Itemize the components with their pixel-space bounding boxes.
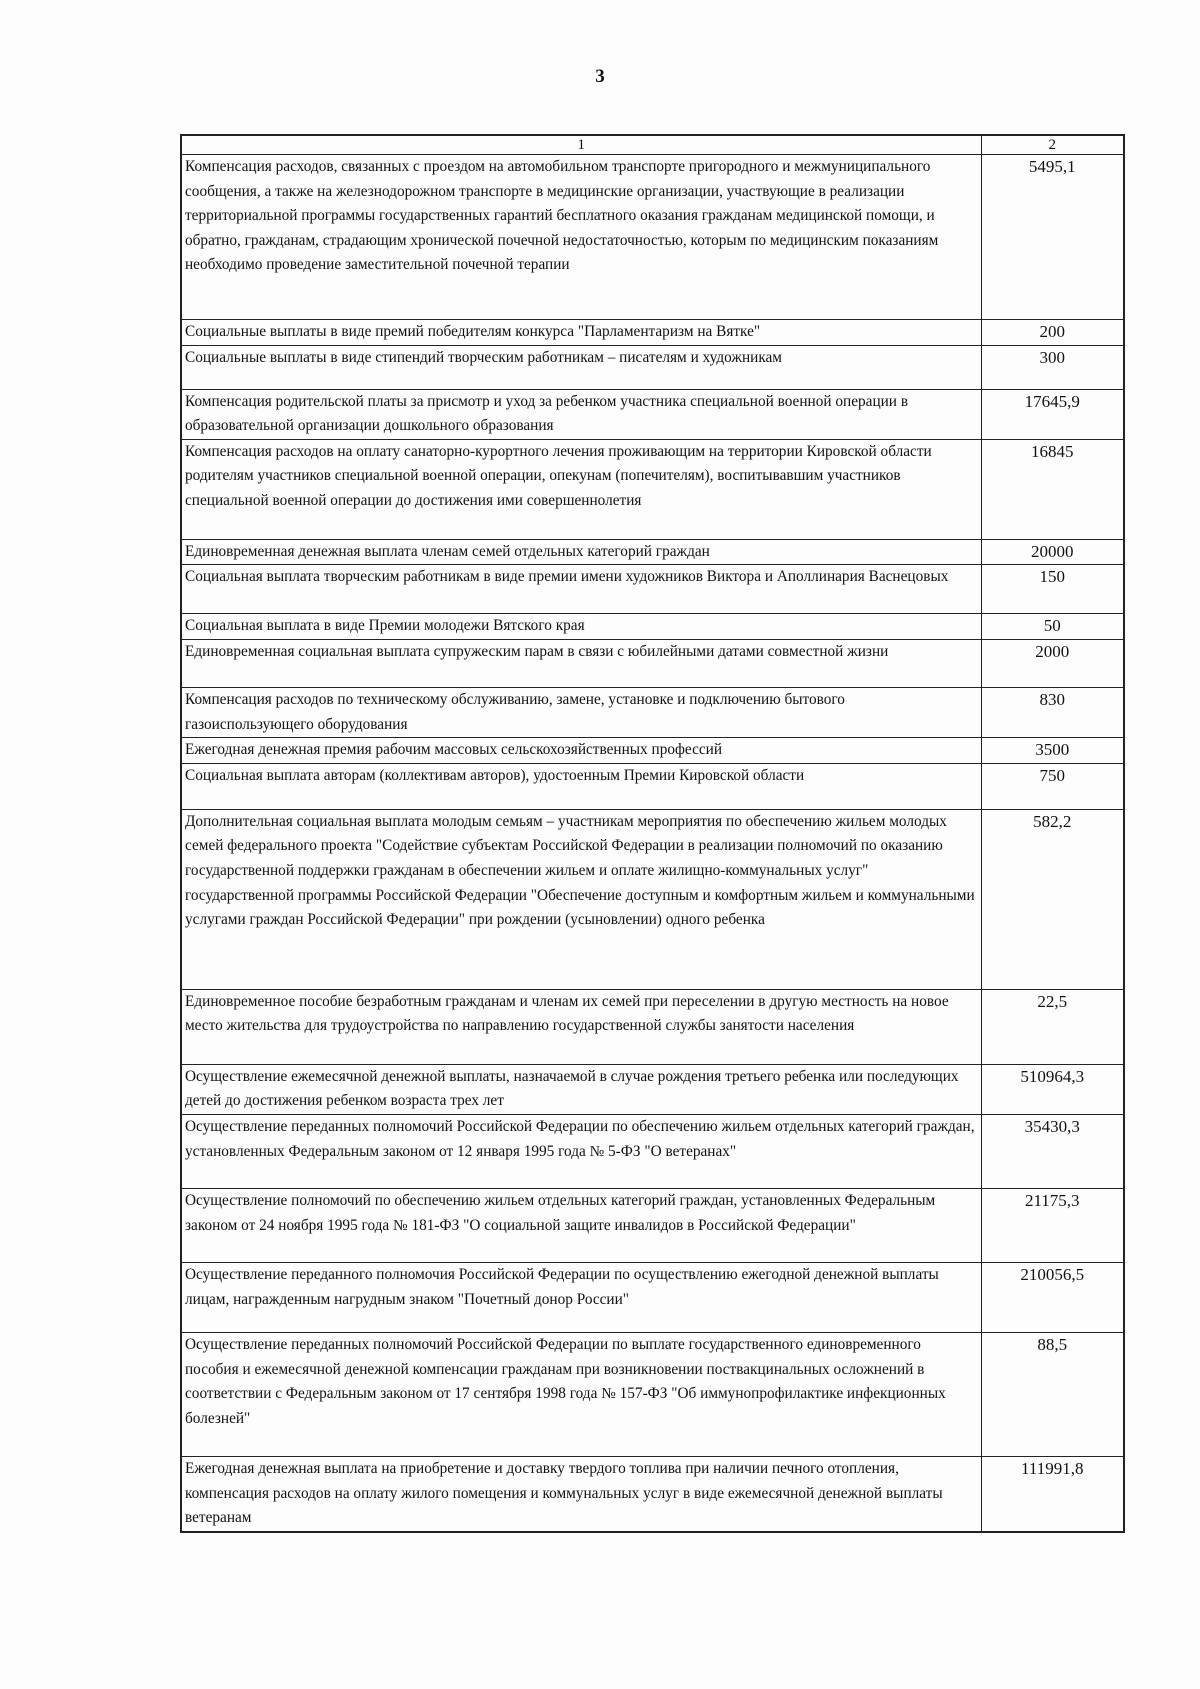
row-value: 300 <box>981 345 1124 389</box>
row-description: Осуществление переданных полномочий Российской Федерации по выплате государственного единовременного пособия и ежемесячной денежной компенсации гражданам при возникновении поствакцинальных осложнений в соответствии с Федеральным законом от 17 сентября 1998 года № 157-ФЗ "Об иммунопрофилактике инфекционных болезней" <box>181 1332 981 1456</box>
row-value: 830 <box>981 687 1124 737</box>
row-description: Ежегодная денежная выплата на приобретение и доставку твердого топлива при наличии печного отопления, компенсация расходов на оплату жилого помещения и коммунальных услуг в виде ежемесячной денежной выплаты ветеранам <box>181 1456 981 1532</box>
table-row <box>181 345 1124 389</box>
row-description: Осуществление переданного полномочия Российской Федерации по осуществлению ежегодной денежной выплаты лицам, награжденным нагрудным знаком "Почетный донор России" <box>181 1262 981 1332</box>
table-row <box>181 989 1124 1064</box>
row-value: 150 <box>981 565 1124 614</box>
row-description: Единовременная денежная выплата членам семей отдельных категорий граждан <box>181 539 981 565</box>
row-value: 20000 <box>981 539 1124 565</box>
table-row <box>181 1114 1124 1188</box>
row-value: 200 <box>981 320 1124 346</box>
row-value: 5495,1 <box>981 155 1124 320</box>
row-description: Осуществление переданных полномочий Российской Федерации по обеспечению жильем отдельных категорий граждан, установленных Федеральным законом от 12 января 1995 года № 5-ФЗ "О ветеранах" <box>181 1114 981 1188</box>
table-row <box>181 763 1124 809</box>
column-header-1: 1 <box>181 135 981 155</box>
row-value: 17645,9 <box>981 389 1124 439</box>
row-description: Осуществление ежемесячной денежной выплаты, назначаемой в случае рождения третьего ребенка или последующих детей до достижения ребенком возраста трех лет <box>181 1064 981 1114</box>
row-value: 50 <box>981 614 1124 640</box>
table-row <box>181 320 1124 346</box>
row-description: Социальная выплата авторам (коллективам авторов), удостоенным Премии Кировской области <box>181 763 981 809</box>
row-value: 111991,8 <box>981 1456 1124 1532</box>
table-row <box>181 1332 1124 1456</box>
row-value: 16845 <box>981 439 1124 539</box>
table-row <box>181 639 1124 687</box>
row-description: Социальные выплаты в виде стипендий творческим работникам – писателям и художникам <box>181 345 981 389</box>
row-description: Социальная выплата творческим работникам в виде премии имени художников Виктора и Аполлинария Васнецовых <box>181 565 981 614</box>
row-description: Единовременное пособие безработным гражданам и членам их семей при переселении в другую местность на новое место жительства для трудоустройства по направлению государственной службы занятости населения <box>181 989 981 1064</box>
table-row <box>181 439 1124 539</box>
table-row <box>181 809 1124 989</box>
row-description: Компенсация расходов по техническому обслуживанию, замене, установке и подключению бытового газоиспользующего оборудования <box>181 687 981 737</box>
table-header-row <box>181 135 1124 155</box>
row-value: 21175,3 <box>981 1188 1124 1262</box>
row-value: 750 <box>981 763 1124 809</box>
table-row <box>181 614 1124 640</box>
row-description: Социальные выплаты в виде премий победителям конкурса "Парламентаризм на Вятке" <box>181 320 981 346</box>
row-value: 210056,5 <box>981 1262 1124 1332</box>
table-row <box>181 738 1124 764</box>
row-description: Единовременная социальная выплата супружеским парам в связи с юбилейными датами совместной жизни <box>181 639 981 687</box>
table-row <box>181 155 1124 320</box>
row-description: Компенсация расходов на оплату санаторно-курортного лечения проживающим на территории Кировской области родителям участников специальной военной операции, опекунам (попечителям), воспитывавшим участников специальной военной операции до достижения ими совершеннолетия <box>181 439 981 539</box>
table-row <box>181 1064 1124 1114</box>
row-value: 35430,3 <box>981 1114 1124 1188</box>
row-description: Ежегодная денежная премия рабочим массовых сельскохозяйственных профессий <box>181 738 981 764</box>
row-value: 582,2 <box>981 809 1124 989</box>
row-value: 2000 <box>981 639 1124 687</box>
column-header-2: 2 <box>981 135 1124 155</box>
table-row <box>181 1456 1124 1532</box>
table-row <box>181 687 1124 737</box>
row-value: 3500 <box>981 738 1124 764</box>
row-description: Социальная выплата в виде Премии молодежи Вятского края <box>181 614 981 640</box>
row-description: Осуществление полномочий по обеспечению жильем отдельных категорий граждан, установленных Федеральным законом от 24 ноября 1995 года № 181-ФЗ "О социальной защите инвалидов в Российской Федерации" <box>181 1188 981 1262</box>
table-row <box>181 389 1124 439</box>
table-row <box>181 539 1124 565</box>
row-description: Компенсация расходов, связанных с проездом на автомобильном транспорте пригородного и межмуниципального сообщения, а также на железнодорожном транспорте в медицинские организации, участвующие в реализации территориальной программы государственных гарантий бесплатного оказания гражданам медицинской помощи, и обратно, гражданам, страдающим хронической почечной недостаточностью, которым по медицинским показаниям необходимо проведение заместительной почечной терапии <box>181 155 981 320</box>
table-row <box>181 1188 1124 1262</box>
row-description: Компенсация родительской платы за присмотр и уход за ребенком участника специальной военной операции в образовательной организации дошкольного образования <box>181 389 981 439</box>
page-number: 3 <box>595 66 605 87</box>
row-description: Дополнительная социальная выплата молодым семьям – участникам мероприятия по обеспечению жильем молодых семей федерального проекта "Содействие субъектам Российской Федерации в реализации полномочий по оказанию государственной поддержки гражданам в обеспечении жильем и оплате жилищно-коммунальных услуг" государственной программы Российской Федерации "Обеспечение доступным и комфортным жильем и коммунальными услугами граждан Российской Федерации" при рождении (усыновлении) одного ребенка <box>181 809 981 989</box>
data-table <box>180 134 1125 1533</box>
row-value: 88,5 <box>981 1332 1124 1456</box>
table-row <box>181 1262 1124 1332</box>
row-value: 510964,3 <box>981 1064 1124 1114</box>
table-row <box>181 565 1124 614</box>
row-value: 22,5 <box>981 989 1124 1064</box>
